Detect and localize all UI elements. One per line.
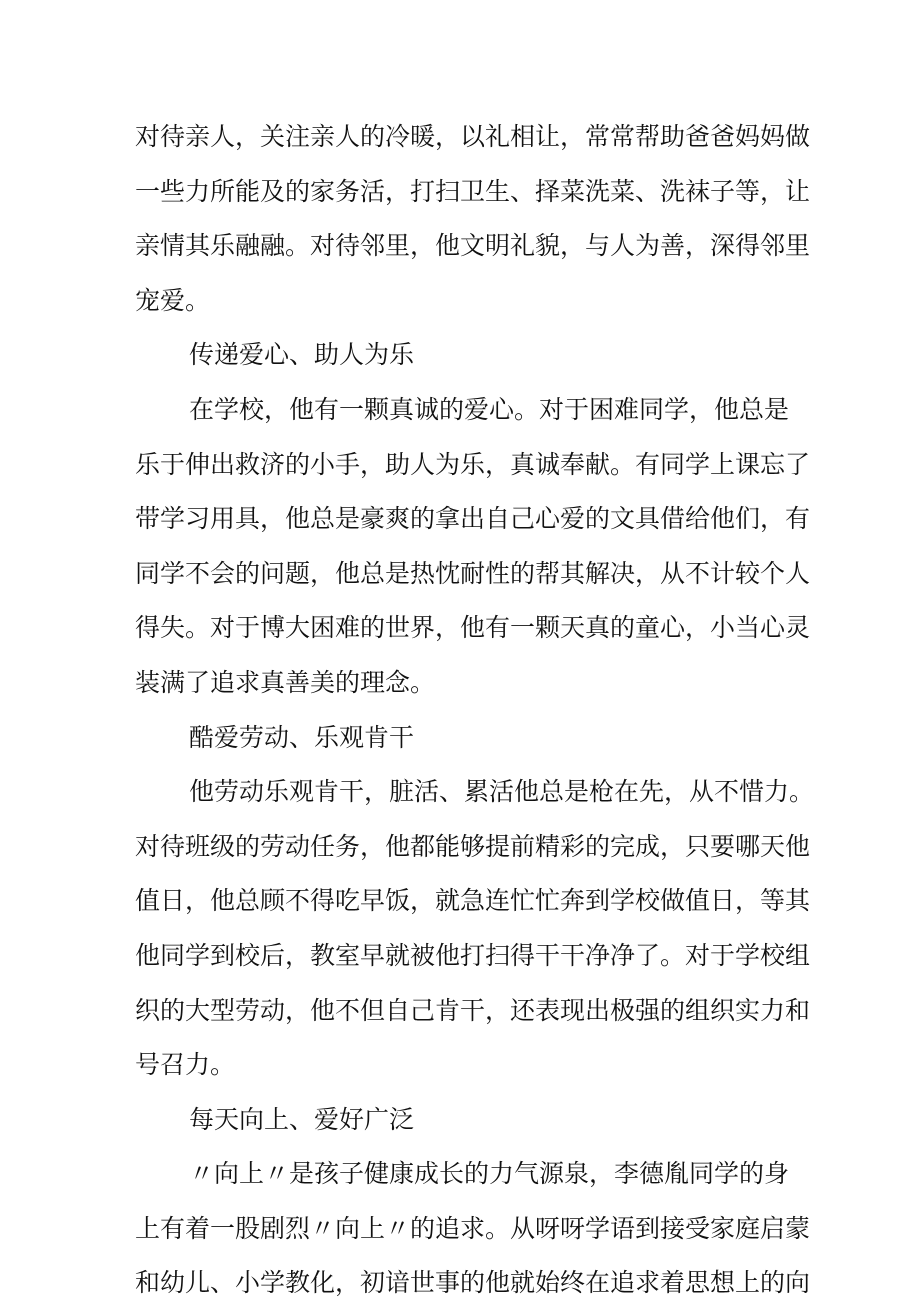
document-body xyxy=(135,110,815,1311)
paragraph-line: 织的大型劳动，他不但自己肯干，还表现出极强的组织实力和 xyxy=(135,995,811,1025)
paragraph-line: 号召力。 xyxy=(135,1050,236,1080)
paragraph-line: 和幼儿、小学教化，初谙世事的他就始终在追求着思想上的向 xyxy=(135,1268,811,1298)
paragraph-line: 〃向上〃是孩子健康成长的力气源泉，李德胤同学的身 xyxy=(189,1159,790,1189)
paragraph-line: 一些力所能及的家务活，打扫卫生、择菜洗菜、洗袜子等，让 xyxy=(135,176,811,206)
paragraph-line: 在学校，他有一颗真诚的爱心。对于困难同学，他总是 xyxy=(189,394,790,424)
paragraph-line: 带学习用具，他总是豪爽的拿出自己心爱的文具借给他们，有 xyxy=(135,504,811,534)
paragraph-line: 对待班级的劳动任务，他都能够提前精彩的完成，只要哪天他 xyxy=(135,831,811,861)
paragraph-line: 亲情其乐融融。对待邻里，他文明礼貌，与人为善，深得邻里 xyxy=(135,231,811,261)
section-heading: 传递爱心、助人为乐 xyxy=(189,340,415,370)
paragraph-line: 上有着一股剧烈〃向上〃的追求。从呀呀学语到接受家庭启蒙 xyxy=(135,1213,811,1243)
paragraph-line: 值日，他总顾不得吃早饭，就急连忙忙奔到学校做值日，等其 xyxy=(135,886,811,916)
paragraph-line: 他同学到校后，教室早就被他打扫得干干净净了。对于学校组 xyxy=(135,940,811,970)
paragraph-line: 装满了追求真善美的理念。 xyxy=(135,667,436,697)
paragraph-line: 同学不会的问题，他总是热忱耐性的帮其解决，从不计较个人 xyxy=(135,558,811,588)
paragraph-line: 他劳动乐观肯干，脏活、累活他总是枪在先，从不惜力。 xyxy=(189,777,815,807)
section-heading: 酷爱劳动、乐观肯干 xyxy=(189,722,415,752)
paragraph-line: 乐于伸出救济的小手，助人为乐，真诚奉献。有同学上课忘了 xyxy=(135,449,811,479)
paragraph-line: 得失。对于博大困难的世界，他有一颗天真的童心，小当心灵 xyxy=(135,613,811,643)
paragraph-line: 宠爱。 xyxy=(135,285,211,315)
section-heading: 每天向上、爱好广泛 xyxy=(189,1104,415,1134)
paragraph-line: 对待亲人，关注亲人的冷暖，以礼相让，常常帮助爸爸妈妈做 xyxy=(135,122,811,151)
